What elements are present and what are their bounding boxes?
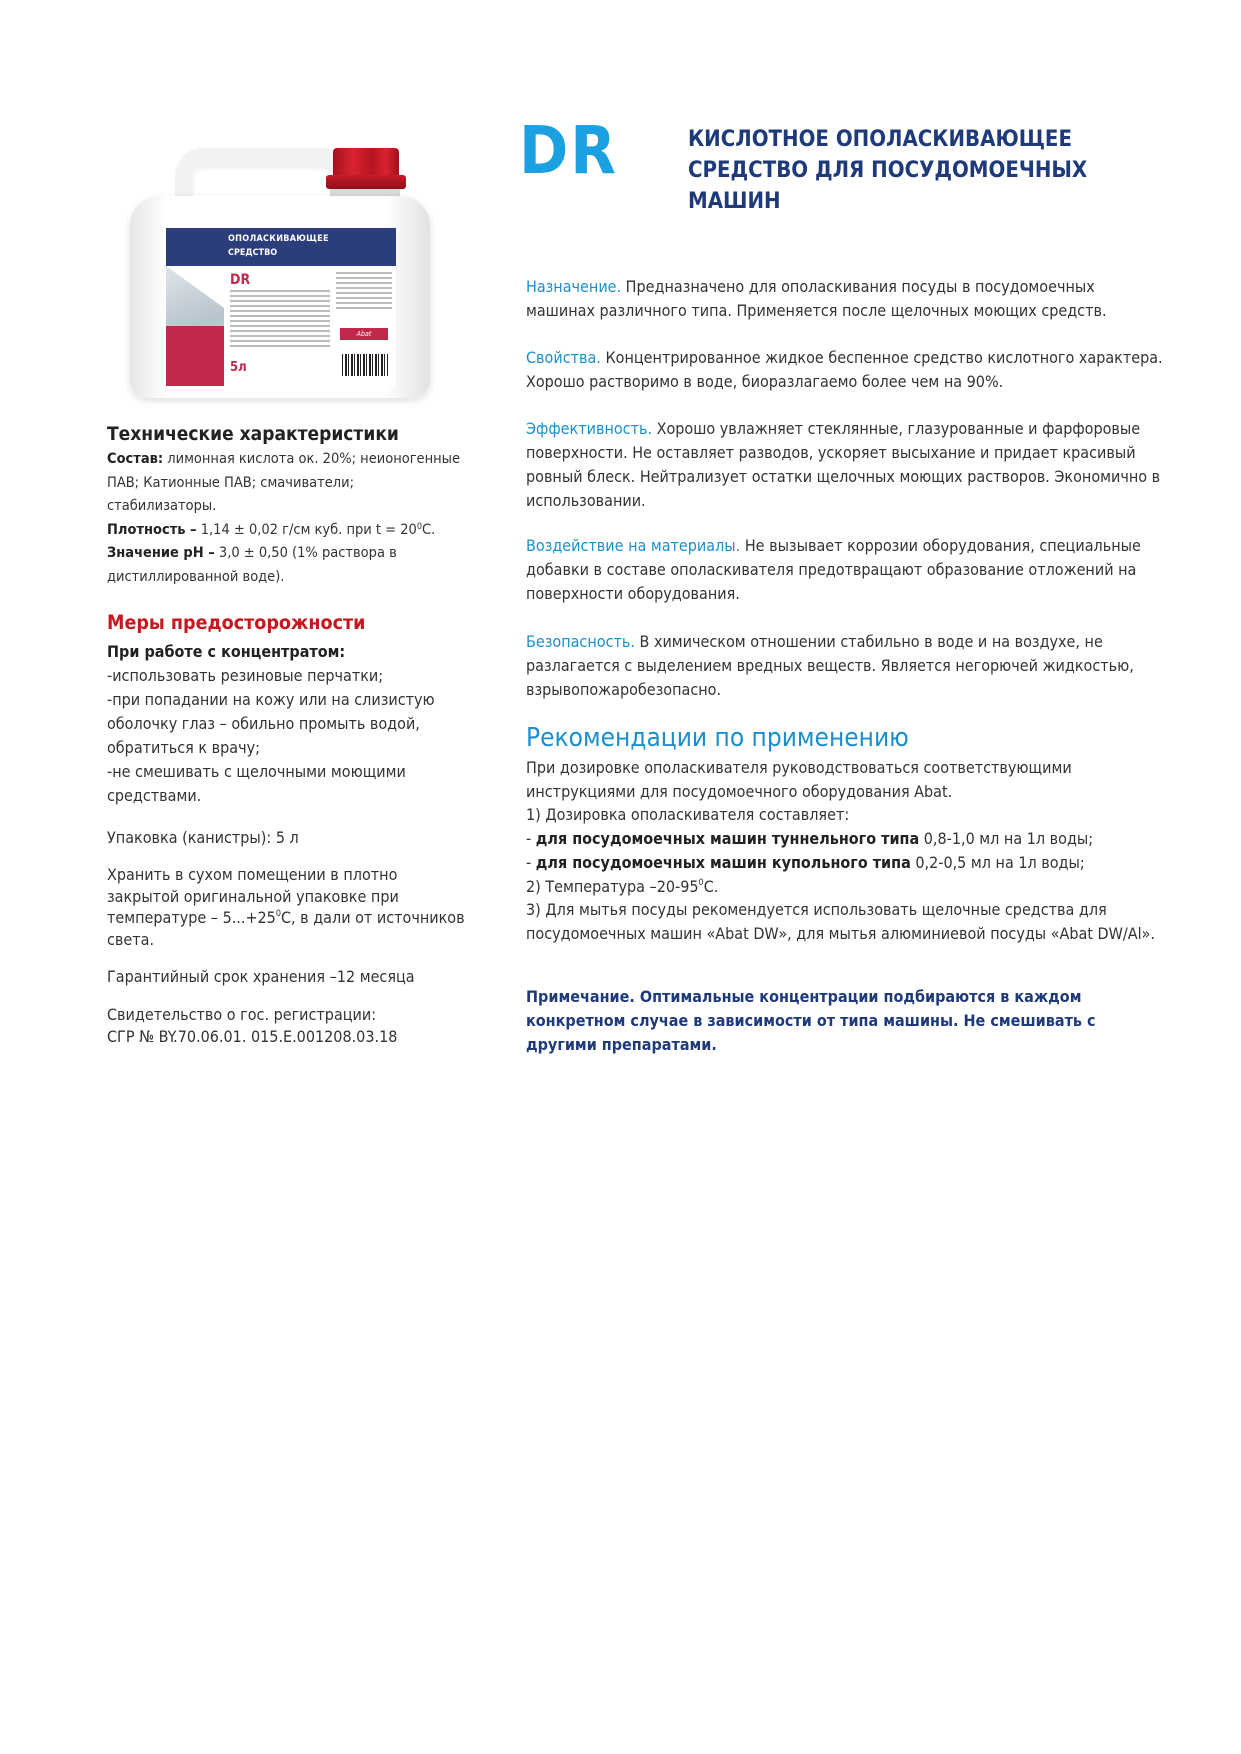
ph-value: 3,0 ± 0,50 (1% раствора в дистиллированной воде).: [107, 545, 397, 585]
label-code: DR: [230, 272, 251, 288]
section-label: Воздействие на материалы.: [526, 536, 741, 555]
recommendation-step-2: [526, 875, 1166, 899]
section-text: В химическом отношении стабильно в воде и на воздухе, не разлагается с выделением вредных веществ. Является негорючей жидкостью, взрывопожаробезопасно.: [526, 632, 1134, 699]
density-value: 1,14 ± 0,02 г/см куб. при t = 20: [196, 521, 417, 538]
precautions-title: Меры предосторожности: [107, 611, 366, 634]
precautions-list: [107, 640, 467, 808]
description-properties: [526, 346, 1166, 394]
ph: [107, 542, 467, 589]
product-image: [130, 148, 430, 398]
description-efficiency: [526, 417, 1166, 513]
label-band: [166, 228, 396, 266]
technical-specs: [107, 448, 467, 589]
dose-tunnel-value: 0,8-1,0 мл на 1л воды;: [919, 829, 1094, 849]
dose-tunnel-label: для посудомоечных машин туннельного типа: [535, 829, 920, 849]
degree-sup: 0: [698, 877, 704, 888]
registration-number: СГР № BY.70.06.01. 015.E.001208.03.18: [107, 1026, 398, 1046]
section-label: Безопасность.: [526, 632, 635, 651]
precaution-item: -при попадании на кожу или на слизистую оболочку глаз – обильно промыть водой, обратиться к врачу;: [107, 690, 435, 757]
barcode-icon: [342, 354, 388, 376]
temperature-unit: С.: [703, 876, 719, 896]
recommendation-step-3: 3) Для мытья посуды рекомендуется использовать щелочные средства для посудомоечных машин «Abat DW», для мытья алюминиевой посуды «Abat DW/Al».: [526, 900, 1155, 943]
registration-label: Свидетельство о гос. регистрации:: [107, 1005, 377, 1024]
dose-dome-label: для посудомоечных машин купольного типа: [535, 852, 911, 872]
canister-cap: [333, 148, 399, 178]
page-title: КИСЛОТНОЕ ОПОЛАСКИВАЮЩЕЕ СРЕДСТВО ДЛЯ ПОСУДОМОЕЧНЫХ МАШИН: [688, 127, 1088, 214]
dose-dome: - для посудомоечных машин купольного типа 0,2-0,5 мл на 1л воды;: [526, 852, 1085, 872]
label-side-text: [336, 272, 392, 312]
registration: [107, 1004, 467, 1047]
note-label: Примечание.: [526, 987, 635, 1006]
temperature-text: 2) Температура –20-95: [526, 876, 699, 896]
recommendations-body: [526, 756, 1166, 946]
section-label: Свойства.: [526, 348, 601, 367]
ph-label: Значение pH –: [107, 545, 215, 561]
recommendations-title: Рекомендации по применению: [526, 723, 909, 753]
label-red-block: [166, 326, 224, 386]
degree-sup: 0: [275, 909, 281, 919]
section-label: Эффективность.: [526, 419, 653, 438]
storage-text: Хранить в сухом помещении в плотно закрытой оригинальной упаковке при температуре – 5...+25: [107, 865, 399, 927]
label-title-line2: СРЕДСТВО: [228, 248, 278, 258]
label-title-line1: ОПОЛАСКИВАЮЩЕЕ: [228, 234, 329, 244]
density-label: Плотность –: [107, 521, 197, 538]
dose-dome-value: 0,2-0,5 мл на 1л воды;: [910, 852, 1085, 872]
composition: [107, 448, 467, 519]
recommendation-step-1: 1) Дозировка ополаскивателя составляет:: [526, 805, 850, 825]
section-text: Концентрированное жидкое беспенное средство кислотного характера. Хорошо растворимо в воде, биоразлагаемо более чем на 90%.: [526, 348, 1163, 391]
dose-tunnel: - для посудомоечных машин туннельного типа 0,8-1,0 мл на 1л воды;: [526, 829, 1094, 849]
storage-conditions: [107, 864, 467, 950]
technical-title: Технические характеристики: [107, 423, 399, 445]
precaution-item: -не смешивать с щелочными моющими средствами.: [107, 762, 406, 805]
composition-label: Состав:: [107, 451, 164, 467]
note-text: Оптимальные концентрации подбираются в каждом конкретном случае в зависимости от типа машины. Не смешивать с другими препаратами.: [526, 987, 1096, 1054]
degree-sup: 0: [416, 521, 422, 532]
precaution-item: -использовать резиновые перчатки;: [107, 666, 384, 685]
density-unit: С.: [422, 521, 436, 538]
canister-cap-rim: [326, 175, 406, 189]
section-text: Не вызывает коррозии оборудования, специальные добавки в составе ополаскивателя предотвращают образование отложений на поверхности оборудования.: [526, 536, 1141, 603]
brand-logo: Abat: [340, 328, 388, 340]
packaging: Упаковка (канистры): 5 л: [107, 828, 299, 847]
section-label: Назначение.: [526, 277, 622, 296]
description-safety: [526, 630, 1166, 702]
precautions-subtitle: При работе с концентратом:: [107, 642, 346, 661]
section-text: Хорошо увлажняет стеклянные, глазурованные и фарфоровые поверхности. Не оставляет разводов, ускоряет высыхание и придает красивый ровный блеск. Нейтрализует остатки щелочных моющих растворов. Экономично в использовании.: [526, 419, 1161, 510]
description-purpose: [526, 275, 1166, 323]
description-materials: [526, 534, 1166, 606]
product-code: DR: [519, 112, 619, 189]
label-volume: 5л: [230, 360, 247, 375]
composition-value: лимонная кислота ок. 20%; неионогенные ПАВ; Катионные ПАВ; смачиватели; стабилизаторы.: [107, 451, 460, 514]
storage-text-end: С, в дали от источников света.: [107, 908, 465, 949]
label-text-lines: [230, 290, 330, 350]
canister-label: [166, 228, 396, 386]
recommendations-intro: При дозировке ополаскивателя руководствоваться соответствующими инструкциями для посудомоечного оборудования Abat.: [526, 758, 1072, 801]
note: [526, 985, 1166, 1057]
warranty: Гарантийный срок хранения –12 месяца: [107, 967, 415, 986]
section-text: Предназначено для ополаскивания посуды в посудомоечных машинах различного типа. Применяется после щелочных моющих средств.: [526, 277, 1107, 320]
density: [107, 519, 467, 543]
